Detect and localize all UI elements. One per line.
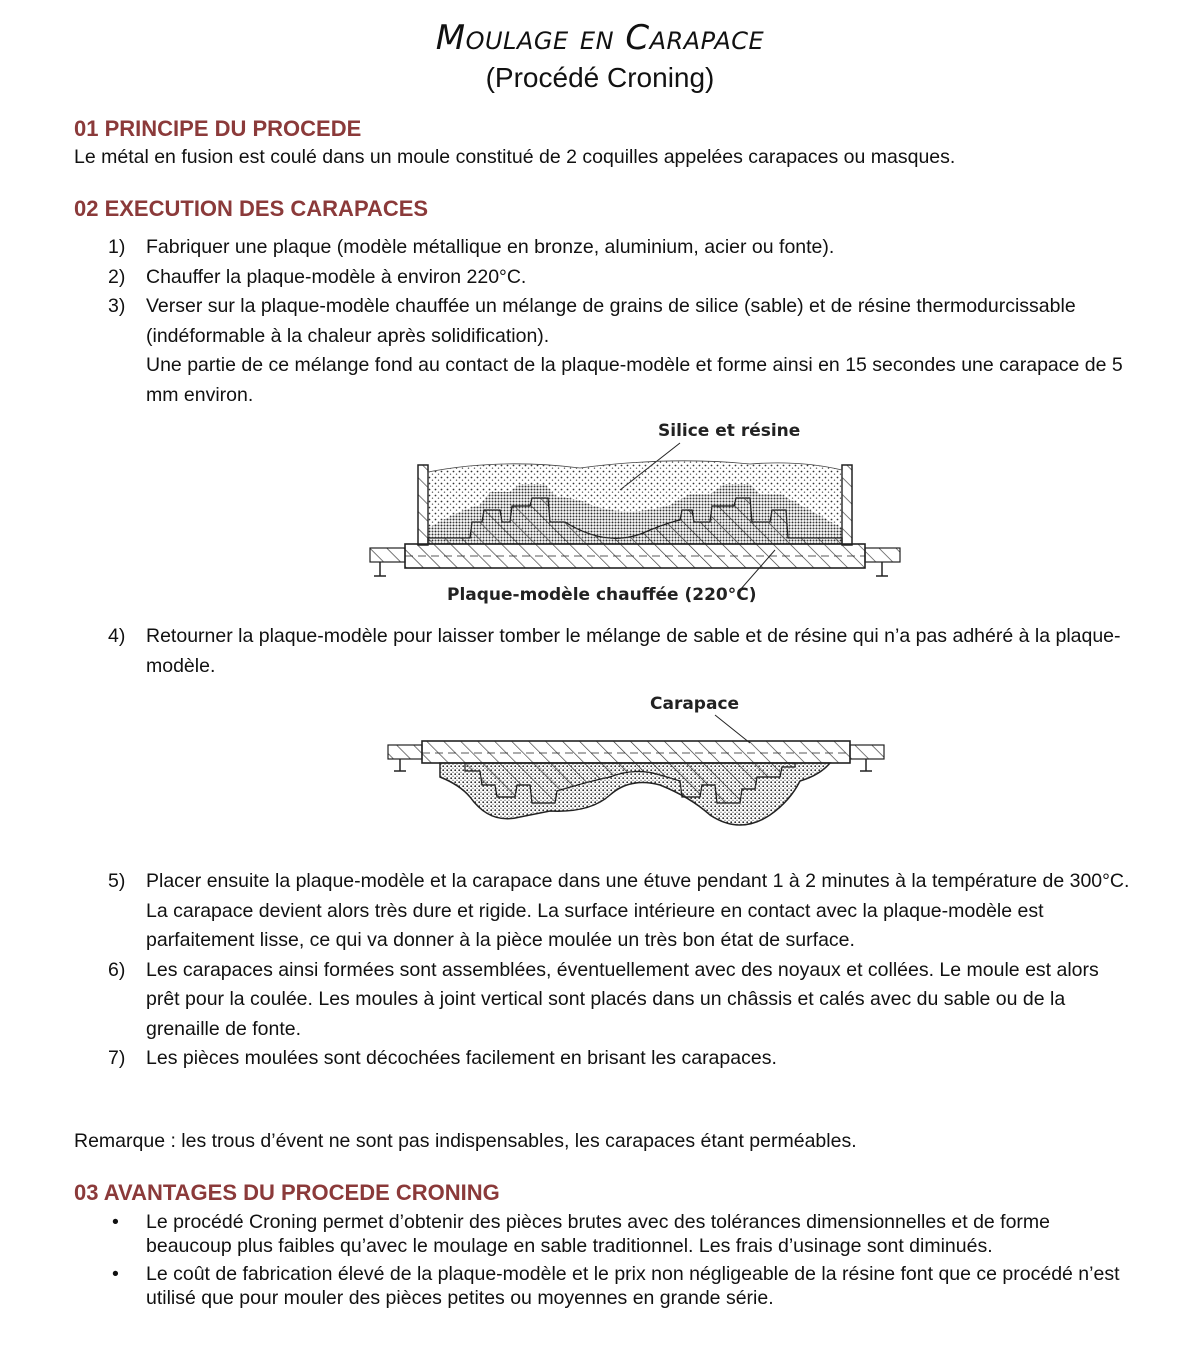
section-3-heading: 03 AVANTAGES DU PROCEDE CRONING — [74, 1180, 500, 1205]
step-text: Placer ensuite la plaque-modèle et la carapace dans une étuve pendant 1 à 2 minutes à la température de 300°C. La carapace devient alors très dure et rigide. La surface intérieure en contact avec la plaque-modèle est parfaitement lisse, ce qui va donner à la pièce moulée un très bon état de surface. — [146, 870, 1130, 951]
advantage-text: Le coût de fabrication élevé de la plaque-modèle et le prix non négligeable de la résine font que ce procédé n’est utilisé que pour mouler des pièces petites ou moyennes en grande série. — [146, 1263, 1120, 1309]
step-4 — [74, 622, 1134, 681]
step-number: 5) — [108, 870, 126, 892]
document-subtitle: (Procédé Croning) — [485, 62, 715, 93]
step-text: Verser sur la plaque-modèle chauffée un mélange de grains de silice (sable) et de résine thermodurcissable (indéformable à la chaleur après solidification). — [146, 295, 1076, 347]
advantages-list — [74, 1210, 1134, 1314]
figure-pattern-plate-with-sand — [350, 410, 910, 610]
step-text: Chauffer la plaque-modèle à environ 220°C. — [146, 265, 527, 288]
section-1-text: Le métal en fusion est coulé dans un moule constitué de 2 coquilles appelées carapaces ou masques. — [74, 146, 956, 168]
step-5 — [74, 867, 1134, 956]
section-1-heading: 01 PRINCIPE DU PROCEDE — [74, 116, 362, 141]
advantage-item — [74, 1262, 1134, 1310]
section-2-heading: 02 EXECUTION DES CARAPACES — [74, 196, 429, 221]
advantage-text: Le procédé Croning permet d’obtenir des pièces brutes avec des tolérances dimensionnelles et de forme beaucoup plus faibles qu’avec le moulage en sable traditionnel. Les frais d’usinage sont diminués. — [146, 1211, 1051, 1257]
step-6 — [74, 956, 1134, 1045]
label-carapace: Carapace — [650, 694, 740, 714]
steps-list-a — [74, 233, 1134, 410]
step-3 — [74, 292, 1134, 410]
step-number: 1) — [108, 236, 126, 258]
step-text: Fabriquer une plaque (modèle métallique en bronze, aluminium, acier ou fonte). — [146, 236, 835, 258]
step-number: 2) — [108, 265, 126, 288]
bullet-mark: • — [112, 1211, 119, 1233]
figure-carapace — [370, 685, 900, 845]
label-silice-resine: Silice et résine — [658, 421, 801, 441]
document-title: Moulage en Carapace — [435, 18, 765, 58]
step-number: 3) — [108, 295, 126, 317]
step-2 — [74, 263, 1134, 293]
step-text-extra: Une partie de ce mélange fond au contact de la plaque-modèle et forme ainsi en 15 secondes une carapace de 5 mm environ. — [146, 354, 1123, 406]
label-plaque-modele: Plaque-modèle chauffée (220°C) — [447, 585, 757, 605]
step-number: 6) — [108, 958, 126, 981]
step-1 — [74, 233, 1134, 263]
step-text: Retourner la plaque-modèle pour laisser tomber le mélange de sable et de résine qui n’a pas adhéré à la plaque-modèle. — [146, 625, 1121, 677]
step-number: 4) — [108, 625, 126, 647]
step-text: Les pièces moulées sont décochées facilement en brisant les carapaces. — [146, 1047, 777, 1069]
bullet-mark: • — [112, 1263, 119, 1285]
step-number: 7) — [108, 1047, 126, 1069]
remark-text: Remarque : les trous d’évent ne sont pas indispensables, les carapaces étant perméables. — [74, 1130, 857, 1152]
step-7 — [74, 1044, 1134, 1074]
steps-list-c — [74, 867, 1134, 1074]
steps-list-b — [74, 622, 1134, 681]
step-text: Les carapaces ainsi formées sont assemblées, éventuellement avec des noyaux et collées. Le moule est alors prêt pour la coulée. Les moules à joint vertical sont placés dans un châssis et calés avec du sable ou de la grenaille de fonte. — [146, 958, 1099, 1040]
advantage-item — [74, 1210, 1134, 1258]
